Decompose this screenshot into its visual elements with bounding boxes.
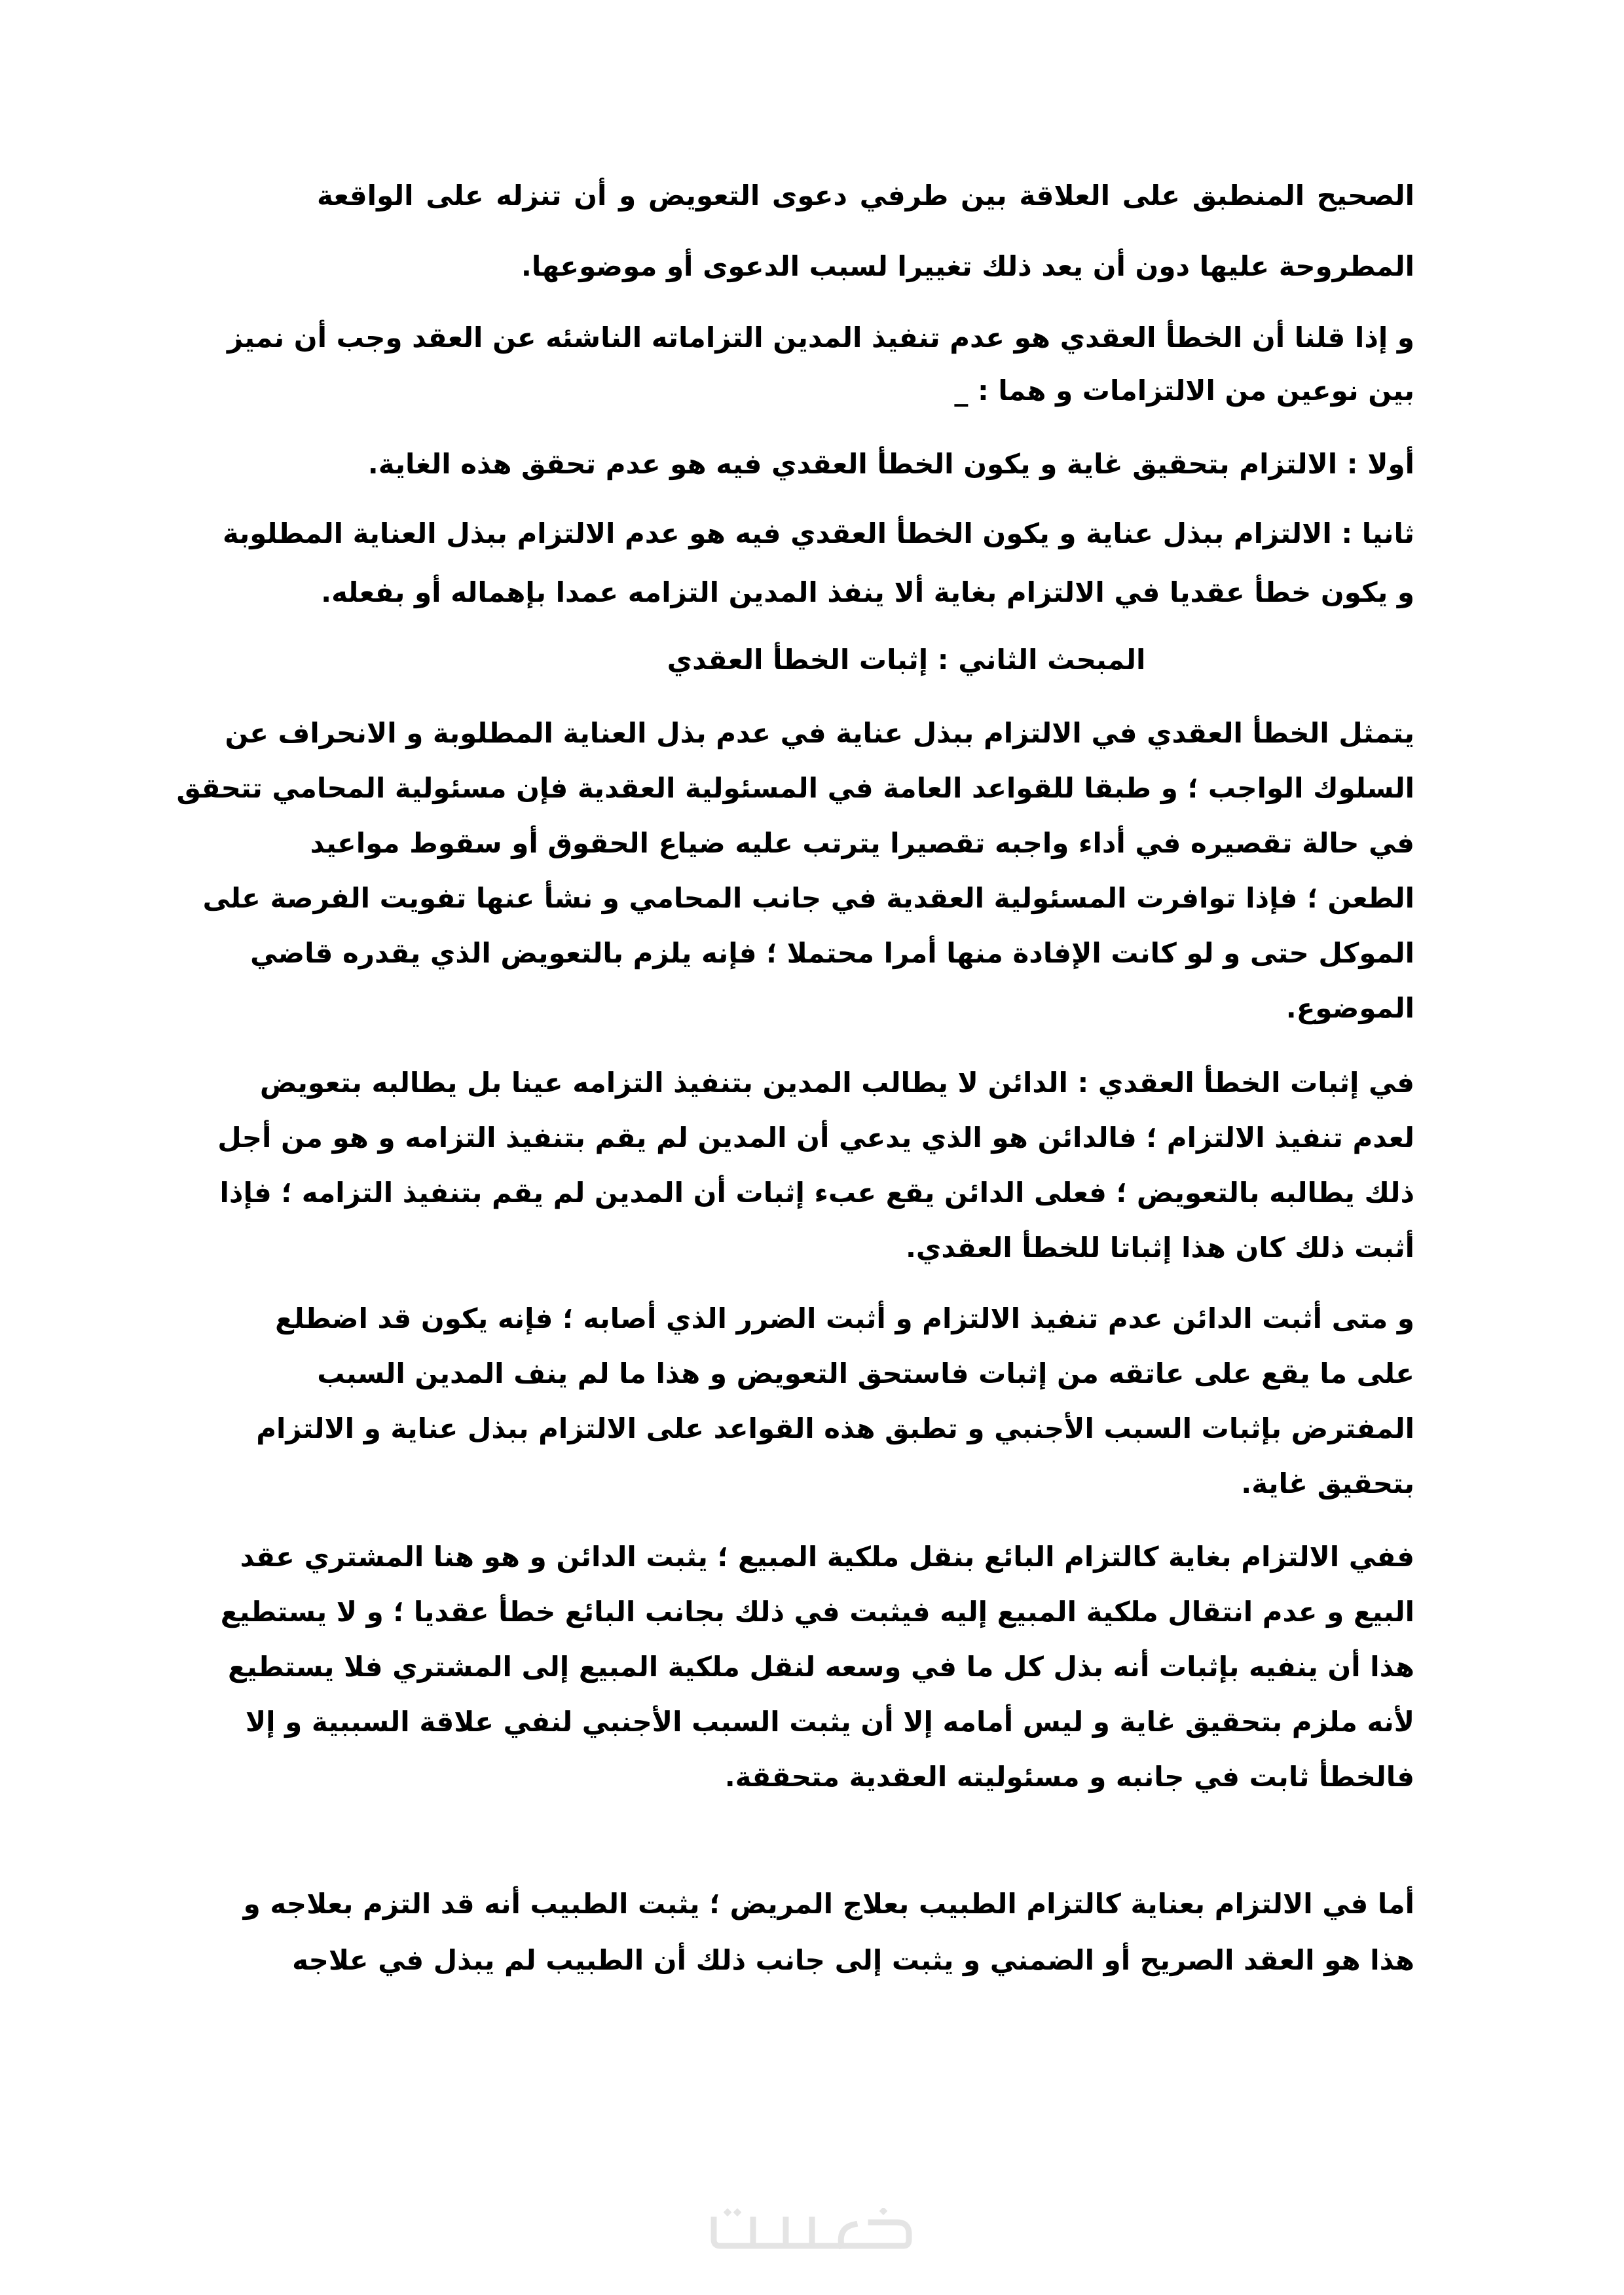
- text-line: هذا هو العقد الصريح أو الضمني و يثبت إلى جانب ذلك أن الطبيب لم يبذل في علاجه: [292, 1944, 1414, 1976]
- text-line: لأنه ملزم بتحقيق غاية و ليس أمامه إلا أن يثبت السبب الأجنبي لنفي علاقة السببية و إلا: [245, 1706, 1414, 1738]
- text-line: المفترض بإثبات السبب الأجنبي و تطبق هذه القواعد على الالتزام ببذل عناية و الالتزام: [256, 1412, 1414, 1444]
- paragraph-1: [317, 160, 1414, 302]
- text-line: ثانيا : الالتزام ببذل عناية و يكون الخطأ العقدي فيه هو عدم الالتزام ببذل العناية المطلوبة: [223, 517, 1414, 549]
- text-line: و متى أثبت الدائن عدم تنفيذ الالتزام و أثبت الضرر الذي أصابه ؛ فإنه يكون قد اضطلع: [275, 1302, 1414, 1334]
- paragraph-3: [317, 437, 1414, 492]
- paragraph-4: [223, 504, 1414, 622]
- paragraph-9: [243, 1876, 1414, 1989]
- text-line: الصحيح المنطبق على العلاقة بين طرفي دعوى التعويض و أن تنزله على الواقعة: [317, 179, 1414, 211]
- text-line: بين نوعين من الالتزامات و هما : _: [954, 375, 1414, 407]
- text-line: المطروحة عليها دون أن يعد ذلك تغييرا لسبب الدعوى أو موضوعها.: [521, 250, 1414, 282]
- text-line: الموكل حتى و لو كانت الإفادة منها أمرا محتملا ؛ فإنه يلزم بالتعويض الذي يقدره قاضي: [250, 937, 1414, 969]
- paragraph-2: [227, 311, 1414, 417]
- text-line: و إذا قلنا أن الخطأ العقدي هو عدم تنفيذ المدين التزاماته الناشئه عن العقد وجب أن نميز: [227, 321, 1414, 354]
- text-line: في حالة تقصيره في أداء واجبه تقصيرا يترتب عليه ضياع الحقوق أو سقوط مواعيد: [310, 827, 1414, 859]
- section-heading: المبحث الثاني : إثبات الخطأ العقدي: [667, 644, 1146, 676]
- text-line: أولا : الالتزام بتحقيق غاية و يكون الخطأ العقدي فيه هو عدم تحقق هذه الغاية.: [367, 448, 1414, 480]
- text-line: يتمثل الخطأ العقدي في الالتزام ببذل عناية في عدم بذل العناية المطلوبة و الانحراف عن: [225, 717, 1414, 749]
- text-line: ذلك يطالبه بالتعويض ؛ فعلى الدائن يقع عبء إثبات أن المدين لم يقم بتنفيذ التزامه ؛ فإذا: [219, 1177, 1414, 1209]
- text-line: فالخطأ ثابت في جانبه و مسئوليته العقدية متحققة.: [724, 1761, 1414, 1793]
- paragraph-7: [256, 1291, 1414, 1511]
- text-line: في إثبات الخطأ العقدي : الدائن لا يطالب المدين بتنفيذ التزامه عينا بل يطالبه بتعويض: [259, 1067, 1414, 1099]
- text-line: الطعن ؛ فإذا توافرت المسئولية العقدية في جانب المحامي و نشأ عنها تفويت الفرصة على: [202, 882, 1414, 914]
- text-line: على ما يقع على عاتقه من إثبات فاستحق التعويض و هذا ما لم ينف المدين السبب: [317, 1357, 1414, 1389]
- paragraph-5: [176, 706, 1414, 1036]
- text-line: البيع و عدم انتقال ملكية المبيع إليه فيثبت في ذلك بجانب البائع خطأ عقديا ؛ و لا يستطيع: [220, 1596, 1414, 1628]
- text-line: الموضوع.: [1285, 992, 1414, 1024]
- text-line: أثبت ذلك كان هذا إثباتا للخطأ العقدي.: [905, 1232, 1414, 1264]
- text-line: بتحقيق غاية.: [1241, 1467, 1414, 1499]
- text-line: و يكون خطأ عقديا في الالتزام بغاية ألا ينفذ المدين التزامه عمدا بإهماله أو بفعله.: [321, 576, 1414, 608]
- paragraph-6: [217, 1056, 1414, 1276]
- text-line: السلوك الواجب ؛ و طبقا للقواعد العامة في المسئولية العقدية فإن مسئولية المحامي تتحقق: [176, 772, 1414, 804]
- text-line: أما في الالتزام بعناية كالتزام الطبيب بعلاج المريض ؛ يثبت الطبيب أنه قد التزم بعلاجه و: [243, 1888, 1414, 1920]
- text-line: هذا أن ينفيه بإثبات أنه بذل كل ما في وسعه لنقل ملكية المبيع إلى المشتري فلا يستطيع: [228, 1651, 1414, 1683]
- paragraph-8: [220, 1530, 1414, 1805]
- text-line: لعدم تنفيذ الالتزام ؛ فالدائن هو الذي يدعي أن المدين لم يقم بتنفيذ التزامه و هو من أجل: [217, 1122, 1414, 1154]
- khamsat-watermark-logo: [707, 2208, 917, 2254]
- text-line: ففي الالتزام بغاية كالتزام البائع بنقل ملكية المبيع ؛ يثبت الدائن و هو هنا المشتري عقد: [240, 1541, 1414, 1573]
